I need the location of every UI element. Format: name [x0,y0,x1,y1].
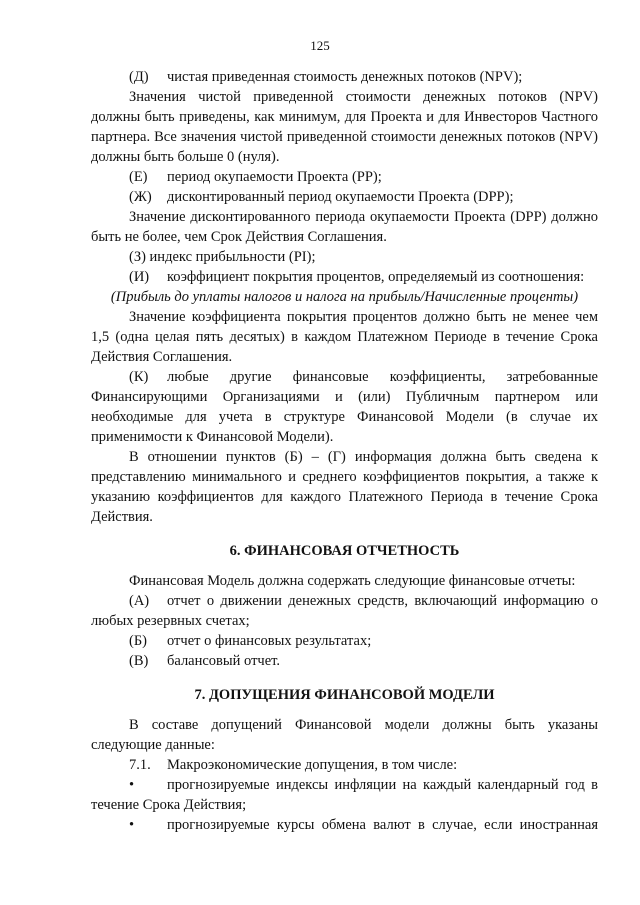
bullet-item-1-text: прогнозируемые индексы инфляции на каждый календарный год в течение Срока Действия; [91,777,598,813]
item-k-label: (К) [129,369,149,385]
item-d [91,67,598,87]
formula: (Прибыль до уплаты налогов и налога на прибыль/Начисленные проценты) [110,289,579,305]
items-b-g-paragraph: В отношении пунктов (Б) – (Г) информация должна быть сведена к представлению минимального и среднего коэффициентов покрытия, а также к указанию коэффициентов для каждого Платежного Периода в течение Срока Действия. [91,449,598,525]
item-a-text: отчет о движении денежных средств, включающий информацию о любых резервных счетах; [91,593,598,629]
item-7-1-text: Макроэкономические допущения, в том числе: [167,757,458,773]
item-d-text: чистая приведенная стоимость денежных потоков (NPV); [167,69,523,85]
item-e [91,167,598,187]
item-d-label: (Д) [129,69,149,85]
bullet-item-2 [91,815,598,835]
item-zh-text: дисконтированный период окупаемости Проекта (DPP); [167,189,514,205]
item-7-1-label: 7.1. [129,757,151,773]
npv-paragraph: Значения чистой приведенной стоимости денежных потоков (NPV) должны быть приведены, как минимум, для Проекта и для Инвесторов Частного партнера. Все значения чистой приведенной стоимости денежных потоков (NPV) должны быть больше 0 (нуля). [91,89,598,165]
item-v-label: (В) [129,653,149,669]
item-e-label: (Е) [129,169,148,185]
item-a [91,591,598,631]
bullet-icon: • [129,817,135,833]
fin-model-paragraph: Финансовая Модель должна содержать следующие финансовые отчеты: [129,573,576,589]
item-zh [91,187,598,207]
item-k-text: любые другие финансовые коэффициенты, затребованные Финансирующими Организациями и (или) Публичным партнером или необходимые для учета в структуре Финансовой Модели (в случае их применимости к Финансовой Модели). [91,369,598,445]
item-i [91,267,598,287]
assumptions-paragraph: В составе допущений Финансовой модели должны быть указаны следующие данные: [91,717,598,753]
item-z: (З) индекс прибыльности (PI); [129,249,316,265]
dpp-paragraph: Значение дисконтированного периода окупаемости Проекта (DPP) должно быть не более, чем Срок Действия Соглашения. [91,209,598,245]
bullet-item-2-text: прогнозируемые курсы обмена валют в случае, если иностранная [167,817,598,833]
item-e-text: период окупаемости Проекта (PP); [167,169,382,185]
section-7-heading: 7. ДОПУЩЕНИЯ ФИНАНСОВОЙ МОДЕЛИ [194,687,495,703]
document-body [91,67,598,835]
item-i-label: (И) [129,269,150,285]
item-zh-label: (Ж) [129,189,152,205]
item-k [91,367,598,447]
item-v [91,651,598,671]
item-b [91,631,598,651]
item-i-text: коэффициент покрытия процентов, определяемый из соотношения: [167,269,585,285]
item-7-1 [91,755,598,775]
page-number: 125 [310,38,330,53]
bullet-item-1 [91,775,598,815]
item-b-label: (Б) [129,633,147,649]
bullet-icon: • [129,777,135,793]
item-b-text: отчет о финансовых результатах; [167,633,372,649]
section-6-heading: 6. ФИНАНСОВАЯ ОТЧЕТНОСТЬ [229,543,460,559]
coefficient-paragraph: Значение коэффициента покрытия процентов должно быть не менее чем 1,5 (одна целая пять десятых) в каждом Платежном Периоде в течение Срока Действия Соглашения. [91,309,598,365]
item-a-label: (А) [129,593,150,609]
item-v-text: балансовый отчет. [167,653,281,669]
